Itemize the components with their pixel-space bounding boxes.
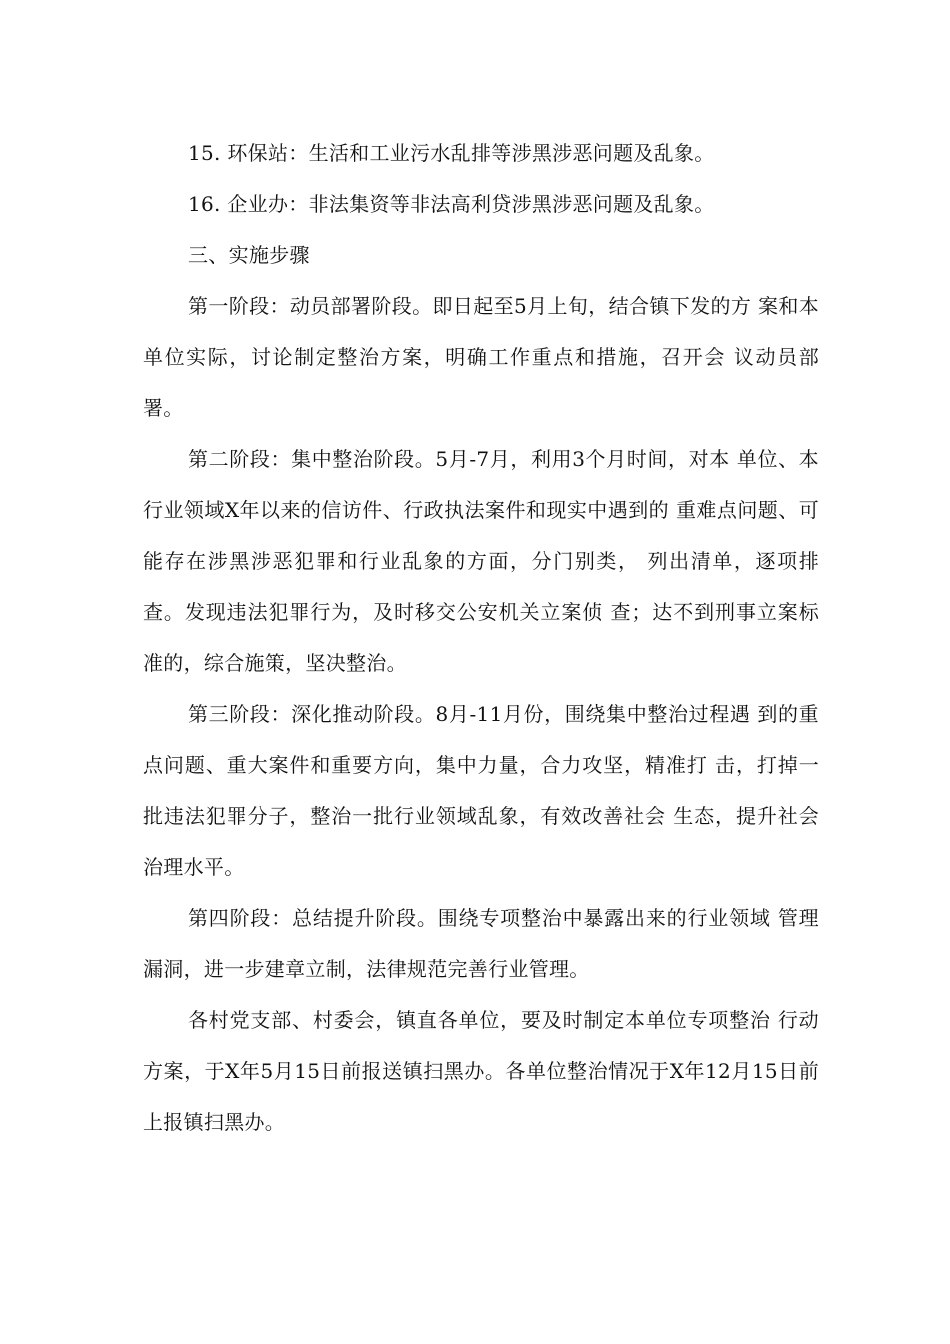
- paragraph-stage-three: 第三阶段：深化推动阶段。8月-11月份，围绕集中整治过程遇 到的重点问题、重大案件和重要方向，集中力量，合力攻坚，精准打 击，打掉一批违法犯罪分子，整治一批行业领域乱象，有效改善社会 生态，提升社会治理水平。: [143, 702, 819, 879]
- list-item-enterprise-office: 16. 企业办：非法集资等非法高利贷涉黑涉恶问题及乱象。: [188, 192, 715, 216]
- paragraph-stage-two: 第二阶段：集中整治阶段。5月-7月，利用3个月时间，对本 单位、本行业领域X年以来的信访件、行政执法案件和现实中遇到的 重难点问题、可能存在涉黑涉恶犯罪和行业乱象的方面，分门别类， 列出清单，逐项排查。发现违法犯罪行为，及时移交公安机关立案侦 查；达不到刑事立案标准的，综合施策，坚决整治。: [143, 447, 819, 675]
- paragraph-closing-requirements: 各村党支部、村委会，镇直各单位，要及时制定本单位专项整治 行动方案，于X年5月15日前报送镇扫黑办。各单位整治情况于X年12月15日前上报镇扫黑办。: [143, 1008, 819, 1134]
- list-item-environment-station: 15. 环保站：生活和工业污水乱排等涉黑涉恶问题及乱象。: [188, 141, 715, 165]
- document-body: [143, 128, 819, 1148]
- section-heading-implementation-steps: 三、实施步骤: [188, 243, 310, 267]
- paragraph-stage-four: 第四阶段：总结提升阶段。围绕专项整治中暴露出来的行业领域 管理漏洞，进一步建章立制，法律规范完善行业管理。: [143, 906, 819, 981]
- paragraph-stage-one: 第一阶段：动员部署阶段。即日起至5月上旬，结合镇下发的方 案和本单位实际，讨论制定整治方案，明确工作重点和措施，召开会 议动员部署。: [143, 294, 819, 420]
